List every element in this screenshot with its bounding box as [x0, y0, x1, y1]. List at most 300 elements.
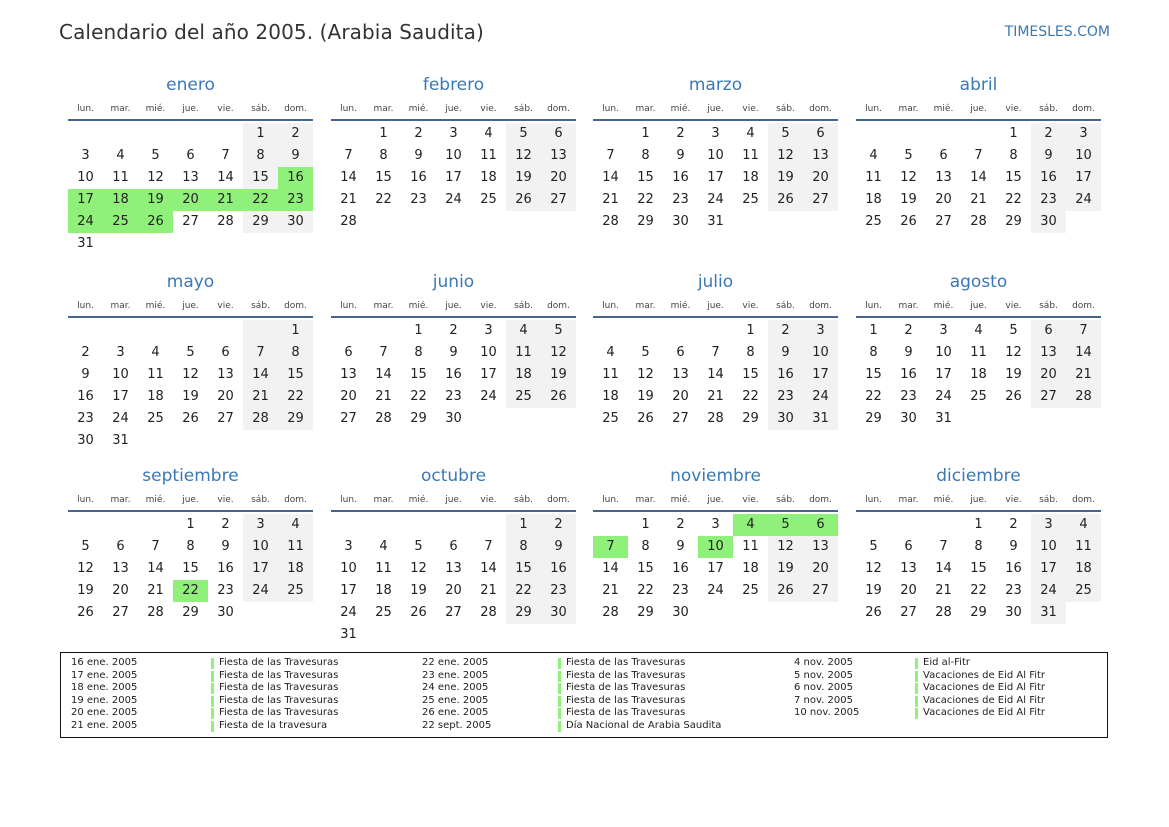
month-julio — [593, 270, 838, 430]
week-row — [331, 408, 576, 430]
day-cell: 29 — [865, 411, 882, 426]
week-row — [593, 123, 838, 145]
day-cell: 15 — [375, 170, 392, 185]
day-cell: 17 — [1031, 558, 1066, 580]
month-days — [68, 320, 313, 452]
day-cell: 1 — [414, 323, 423, 338]
weekday-label: dom. — [284, 104, 307, 114]
empty-cell — [208, 320, 243, 342]
week-row — [68, 536, 313, 558]
day-cell: 6 — [803, 514, 838, 536]
weekday-label: vie. — [217, 495, 234, 505]
day-cell: 10 — [340, 561, 357, 576]
empty-cell — [208, 233, 243, 255]
empty-cell — [961, 408, 996, 430]
day-cell: 31 — [803, 408, 838, 430]
weekday-label: mar. — [110, 301, 131, 311]
weekday-label: lun. — [340, 495, 357, 505]
weekday-label: vie. — [480, 301, 497, 311]
empty-cell — [366, 211, 401, 233]
day-cell: 4 — [116, 148, 125, 163]
empty-cell — [138, 123, 173, 145]
empty-cell — [768, 211, 803, 233]
weekday-label: lun. — [602, 495, 619, 505]
empty-cell — [541, 408, 576, 430]
day-cell: 25 — [742, 583, 759, 598]
day-cell: 3 — [803, 320, 838, 342]
legend-holiday-name: Fiesta de la travesura — [219, 719, 328, 731]
day-cell: 7 — [711, 345, 720, 360]
day-cell: 26 — [506, 189, 541, 211]
day-cell: 8 — [974, 539, 983, 554]
legend-entry — [61, 695, 1101, 708]
day-cell: 2 — [278, 123, 313, 145]
week-row — [593, 408, 838, 430]
empty-cell — [471, 211, 506, 233]
day-cell: 3 — [711, 517, 720, 532]
legend-holiday-name: Fiesta de las Travesuras — [566, 682, 686, 694]
day-cell: 11 — [865, 170, 882, 185]
empty-cell — [138, 233, 173, 255]
empty-cell — [366, 514, 401, 536]
day-cell: 2 — [449, 323, 458, 338]
day-cell: 10 — [1031, 536, 1066, 558]
day-cell: 24 — [480, 389, 497, 404]
weekday-label: dom. — [1072, 495, 1095, 505]
week-row — [331, 123, 576, 145]
day-cell: 12 — [147, 170, 164, 185]
week-row — [856, 211, 1101, 233]
holiday-color-marker — [558, 721, 561, 732]
legend-date: 25 ene. 2005 — [422, 694, 489, 706]
week-row — [68, 342, 313, 364]
day-cell: 18 — [506, 364, 541, 386]
day-cell: 25 — [375, 605, 392, 620]
empty-cell — [996, 408, 1031, 430]
day-cell: 8 — [1009, 148, 1018, 163]
legend-date: 22 ene. 2005 — [422, 657, 489, 668]
day-cell: 31 — [112, 433, 129, 448]
empty-cell — [506, 408, 541, 430]
day-cell: 13 — [1031, 342, 1066, 364]
month-days — [856, 123, 1101, 233]
weekday-label: mié. — [670, 495, 691, 505]
day-cell: 4 — [974, 323, 983, 338]
day-cell: 15 — [243, 167, 278, 189]
day-cell: 7 — [151, 539, 160, 554]
day-cell: 18 — [480, 170, 497, 185]
day-cell: 17 — [480, 367, 497, 382]
day-cell: 28 — [1066, 386, 1101, 408]
week-row — [593, 342, 838, 364]
day-cell: 3 — [1031, 514, 1066, 536]
day-cell: 2 — [81, 345, 90, 360]
day-cell: 1 — [641, 517, 650, 532]
empty-cell — [68, 123, 103, 145]
month-days — [68, 123, 313, 255]
day-cell: 13 — [340, 367, 357, 382]
weekday-label: mié. — [933, 495, 954, 505]
day-cell: 23 — [900, 389, 917, 404]
month-days — [331, 320, 576, 430]
weekday-label: mié. — [145, 104, 166, 114]
day-cell: 16 — [278, 167, 313, 189]
day-cell: 1 — [974, 517, 983, 532]
empty-cell — [593, 123, 628, 145]
day-cell: 18 — [278, 558, 313, 580]
day-cell: 23 — [672, 583, 689, 598]
day-cell: 16 — [217, 561, 234, 576]
day-cell: 16 — [1005, 561, 1022, 576]
week-row — [856, 408, 1101, 430]
weekday-label: sáb. — [1039, 104, 1058, 114]
empty-cell — [1066, 211, 1101, 233]
day-cell: 31 — [935, 411, 952, 426]
weekday-label: sáb. — [251, 104, 270, 114]
day-cell: 22 — [410, 389, 427, 404]
weekday-label: lun. — [340, 104, 357, 114]
day-cell: 15 — [1005, 170, 1022, 185]
day-cell: 16 — [541, 558, 576, 580]
week-row — [331, 189, 576, 211]
weekday-header — [331, 99, 576, 121]
empty-cell — [103, 320, 138, 342]
day-cell: 3 — [939, 323, 948, 338]
holiday-color-marker — [915, 696, 918, 707]
day-cell: 8 — [641, 539, 650, 554]
month-enero — [68, 73, 313, 255]
weekday-label: jue. — [970, 301, 987, 311]
empty-cell — [173, 430, 208, 452]
day-cell: 25 — [865, 214, 882, 229]
weekday-label: vie. — [1005, 104, 1022, 114]
day-cell: 14 — [480, 561, 497, 576]
day-cell: 8 — [278, 342, 313, 364]
weekday-label: lun. — [77, 495, 94, 505]
day-cell: 4 — [1066, 514, 1101, 536]
weekday-label: mar. — [110, 104, 131, 114]
site-link[interactable]: TIMESLES.COM — [1004, 24, 1110, 40]
weekday-label: vie. — [742, 104, 759, 114]
weekday-label: mar. — [898, 495, 919, 505]
day-cell: 20 — [900, 583, 917, 598]
weekday-label: sáb. — [776, 495, 795, 505]
day-cell: 14 — [217, 170, 234, 185]
day-cell: 12 — [768, 145, 803, 167]
day-cell: 29 — [970, 605, 987, 620]
day-cell: 30 — [77, 433, 94, 448]
day-cell: 24 — [1031, 580, 1066, 602]
day-cell: 13 — [803, 536, 838, 558]
empty-cell — [366, 624, 401, 646]
page-title: Calendario del año 2005. (Arabia Saudita) — [59, 20, 484, 44]
day-cell: 8 — [243, 145, 278, 167]
week-row — [593, 580, 838, 602]
day-cell: 29 — [182, 605, 199, 620]
month-days — [856, 514, 1101, 624]
day-cell: 19 — [182, 389, 199, 404]
week-row — [331, 320, 576, 342]
weekday-label: sáb. — [776, 301, 795, 311]
legend-holiday-name: Fiesta de las Travesuras — [219, 707, 339, 719]
week-row — [68, 145, 313, 167]
day-cell: 21 — [147, 583, 164, 598]
weekday-label: vie. — [742, 301, 759, 311]
day-cell: 25 — [970, 389, 987, 404]
empty-cell — [138, 430, 173, 452]
day-cell: 25 — [103, 211, 138, 233]
day-cell: 24 — [243, 580, 278, 602]
day-cell: 26 — [900, 214, 917, 229]
day-cell: 15 — [970, 561, 987, 576]
week-row — [68, 167, 313, 189]
week-row — [68, 320, 313, 342]
week-row — [331, 624, 576, 646]
week-row — [856, 145, 1101, 167]
weekday-label: mié. — [145, 301, 166, 311]
day-cell: 7 — [379, 345, 388, 360]
weekday-label: lun. — [602, 104, 619, 114]
day-cell: 21 — [480, 583, 497, 598]
legend-entry — [61, 657, 1101, 670]
weekday-label: dom. — [1072, 104, 1095, 114]
day-cell: 21 — [1066, 364, 1101, 386]
weekday-header — [593, 296, 838, 318]
month-name: julio — [697, 272, 734, 292]
month-days — [593, 123, 838, 233]
day-cell: 14 — [1066, 342, 1101, 364]
empty-cell — [733, 602, 768, 624]
weekday-label: sáb. — [1039, 495, 1058, 505]
day-cell: 7 — [344, 148, 353, 163]
day-cell: 28 — [970, 214, 987, 229]
day-cell: 23 — [1031, 189, 1066, 211]
empty-cell — [803, 211, 838, 233]
day-cell: 10 — [707, 148, 724, 163]
day-cell: 28 — [243, 408, 278, 430]
day-cell: 18 — [375, 583, 392, 598]
day-cell: 31 — [707, 214, 724, 229]
empty-cell — [541, 211, 576, 233]
week-row — [856, 580, 1101, 602]
weekday-label: jue. — [970, 104, 987, 114]
day-cell: 30 — [1031, 211, 1066, 233]
weekday-label: jue. — [182, 495, 199, 505]
legend-holiday-name: Vacaciones de Eid Al Fitr — [923, 682, 1046, 694]
weekday-label: lun. — [602, 301, 619, 311]
day-cell: 1 — [379, 126, 388, 141]
day-cell: 20 — [541, 167, 576, 189]
weekday-label: sáb. — [514, 301, 533, 311]
day-cell: 19 — [900, 192, 917, 207]
weekday-label: dom. — [547, 495, 570, 505]
day-cell: 28 — [707, 411, 724, 426]
empty-cell — [471, 624, 506, 646]
legend-holiday-name: Fiesta de las Travesuras — [566, 694, 686, 706]
day-cell: 17 — [445, 170, 462, 185]
legend-holiday-name: Vacaciones de Eid Al Fitr — [923, 707, 1046, 719]
day-cell: 26 — [138, 211, 173, 233]
day-cell: 4 — [151, 345, 160, 360]
day-cell: 26 — [865, 605, 882, 620]
day-cell: 12 — [410, 561, 427, 576]
day-cell: 2 — [221, 517, 230, 532]
week-row — [331, 145, 576, 167]
legend-date: 10 nov. 2005 — [794, 707, 860, 719]
holiday-color-marker — [915, 708, 918, 719]
week-row — [68, 580, 313, 602]
week-row — [856, 514, 1101, 536]
day-cell: 24 — [112, 411, 129, 426]
month-name: noviembre — [670, 466, 761, 486]
day-cell: 11 — [602, 367, 619, 382]
weekday-label: vie. — [480, 495, 497, 505]
day-cell: 16 — [768, 364, 803, 386]
day-cell: 30 — [445, 411, 462, 426]
day-cell: 6 — [186, 148, 195, 163]
day-cell: 24 — [803, 386, 838, 408]
legend-entry — [61, 682, 1101, 695]
empty-cell — [401, 514, 436, 536]
week-row — [593, 558, 838, 580]
day-cell: 16 — [672, 561, 689, 576]
day-cell: 20 — [1031, 364, 1066, 386]
empty-cell — [926, 514, 961, 536]
day-cell: 7 — [221, 148, 230, 163]
empty-cell — [436, 514, 471, 536]
day-cell: 6 — [803, 123, 838, 145]
day-cell: 8 — [186, 539, 195, 554]
day-cell: 14 — [340, 170, 357, 185]
weekday-label: dom. — [1072, 301, 1095, 311]
day-cell: 9 — [449, 345, 458, 360]
month-abril — [856, 73, 1101, 233]
week-row — [331, 558, 576, 580]
empty-cell — [243, 320, 278, 342]
week-row — [68, 514, 313, 536]
day-cell: 19 — [768, 167, 803, 189]
day-cell: 12 — [768, 536, 803, 558]
day-cell: 27 — [541, 189, 576, 211]
legend-holiday-name: Fiesta de las Travesuras — [566, 657, 686, 668]
day-cell: 25 — [278, 580, 313, 602]
day-cell: 15 — [742, 367, 759, 382]
legend-date: 7 nov. 2005 — [794, 694, 853, 706]
empty-cell — [278, 602, 313, 624]
day-cell: 1 — [1009, 126, 1018, 141]
day-cell: 6 — [541, 123, 576, 145]
day-cell: 29 — [410, 411, 427, 426]
day-cell: 30 — [278, 211, 313, 233]
day-cell: 3 — [81, 148, 90, 163]
day-cell: 29 — [637, 605, 654, 620]
day-cell: 22 — [742, 389, 759, 404]
day-cell: 20 — [217, 389, 234, 404]
week-row — [593, 189, 838, 211]
day-cell: 4 — [733, 514, 768, 536]
weekday-label: vie. — [217, 301, 234, 311]
week-row — [593, 536, 838, 558]
day-cell: 1 — [243, 123, 278, 145]
day-cell: 17 — [112, 389, 129, 404]
day-cell: 26 — [77, 605, 94, 620]
empty-cell — [471, 514, 506, 536]
empty-cell — [401, 624, 436, 646]
month-marzo — [593, 73, 838, 233]
legend-holiday-name: Día Nacional de Arabia Saudita — [566, 719, 722, 731]
legend-holiday-name: Fiesta de las Travesuras — [566, 669, 686, 681]
day-cell: 19 — [506, 167, 541, 189]
day-cell: 14 — [243, 364, 278, 386]
day-cell: 20 — [935, 192, 952, 207]
week-row — [856, 167, 1101, 189]
empty-cell — [68, 514, 103, 536]
day-cell: 7 — [593, 536, 628, 558]
day-cell: 12 — [900, 170, 917, 185]
day-cell: 21 — [340, 192, 357, 207]
day-cell: 19 — [1005, 367, 1022, 382]
day-cell: 23 — [77, 411, 94, 426]
day-cell: 17 — [1066, 167, 1101, 189]
day-cell: 3 — [711, 126, 720, 141]
weekday-label: sáb. — [776, 104, 795, 114]
day-cell: 20 — [672, 389, 689, 404]
day-cell: 30 — [672, 214, 689, 229]
weekday-label: mié. — [670, 104, 691, 114]
week-row — [856, 602, 1101, 624]
day-cell: 2 — [904, 323, 913, 338]
day-cell: 19 — [541, 364, 576, 386]
day-cell: 19 — [138, 189, 173, 211]
legend-holiday-name: Fiesta de las Travesuras — [219, 694, 339, 706]
day-cell: 24 — [340, 605, 357, 620]
day-cell: 22 — [375, 192, 392, 207]
legend-holiday-name: Fiesta de las Travesuras — [219, 669, 339, 681]
week-row — [331, 211, 576, 233]
weekday-label: vie. — [1005, 301, 1022, 311]
week-row — [331, 364, 576, 386]
legend-entry — [61, 670, 1101, 683]
day-cell: 10 — [698, 536, 733, 558]
week-row — [593, 320, 838, 342]
day-cell: 9 — [676, 148, 685, 163]
day-cell: 13 — [541, 145, 576, 167]
day-cell: 15 — [506, 558, 541, 580]
day-cell: 19 — [637, 389, 654, 404]
legend-date: 19 ene. 2005 — [71, 694, 138, 706]
day-cell: 12 — [637, 367, 654, 382]
day-cell: 2 — [768, 320, 803, 342]
legend-date: 21 ene. 2005 — [71, 719, 138, 731]
day-cell: 5 — [81, 539, 90, 554]
week-row — [331, 342, 576, 364]
empty-cell — [961, 123, 996, 145]
day-cell: 11 — [1066, 536, 1101, 558]
day-cell: 11 — [970, 345, 987, 360]
weekday-label: mar. — [635, 104, 656, 114]
day-cell: 11 — [742, 539, 759, 554]
week-row — [856, 558, 1101, 580]
day-cell: 23 — [672, 192, 689, 207]
month-diciembre — [856, 464, 1101, 624]
day-cell: 21 — [970, 192, 987, 207]
empty-cell — [436, 624, 471, 646]
day-cell: 20 — [112, 583, 129, 598]
day-cell: 18 — [1066, 558, 1101, 580]
weekday-label: mar. — [898, 301, 919, 311]
holiday-color-marker — [915, 671, 918, 682]
weekday-label: vie. — [1005, 495, 1022, 505]
